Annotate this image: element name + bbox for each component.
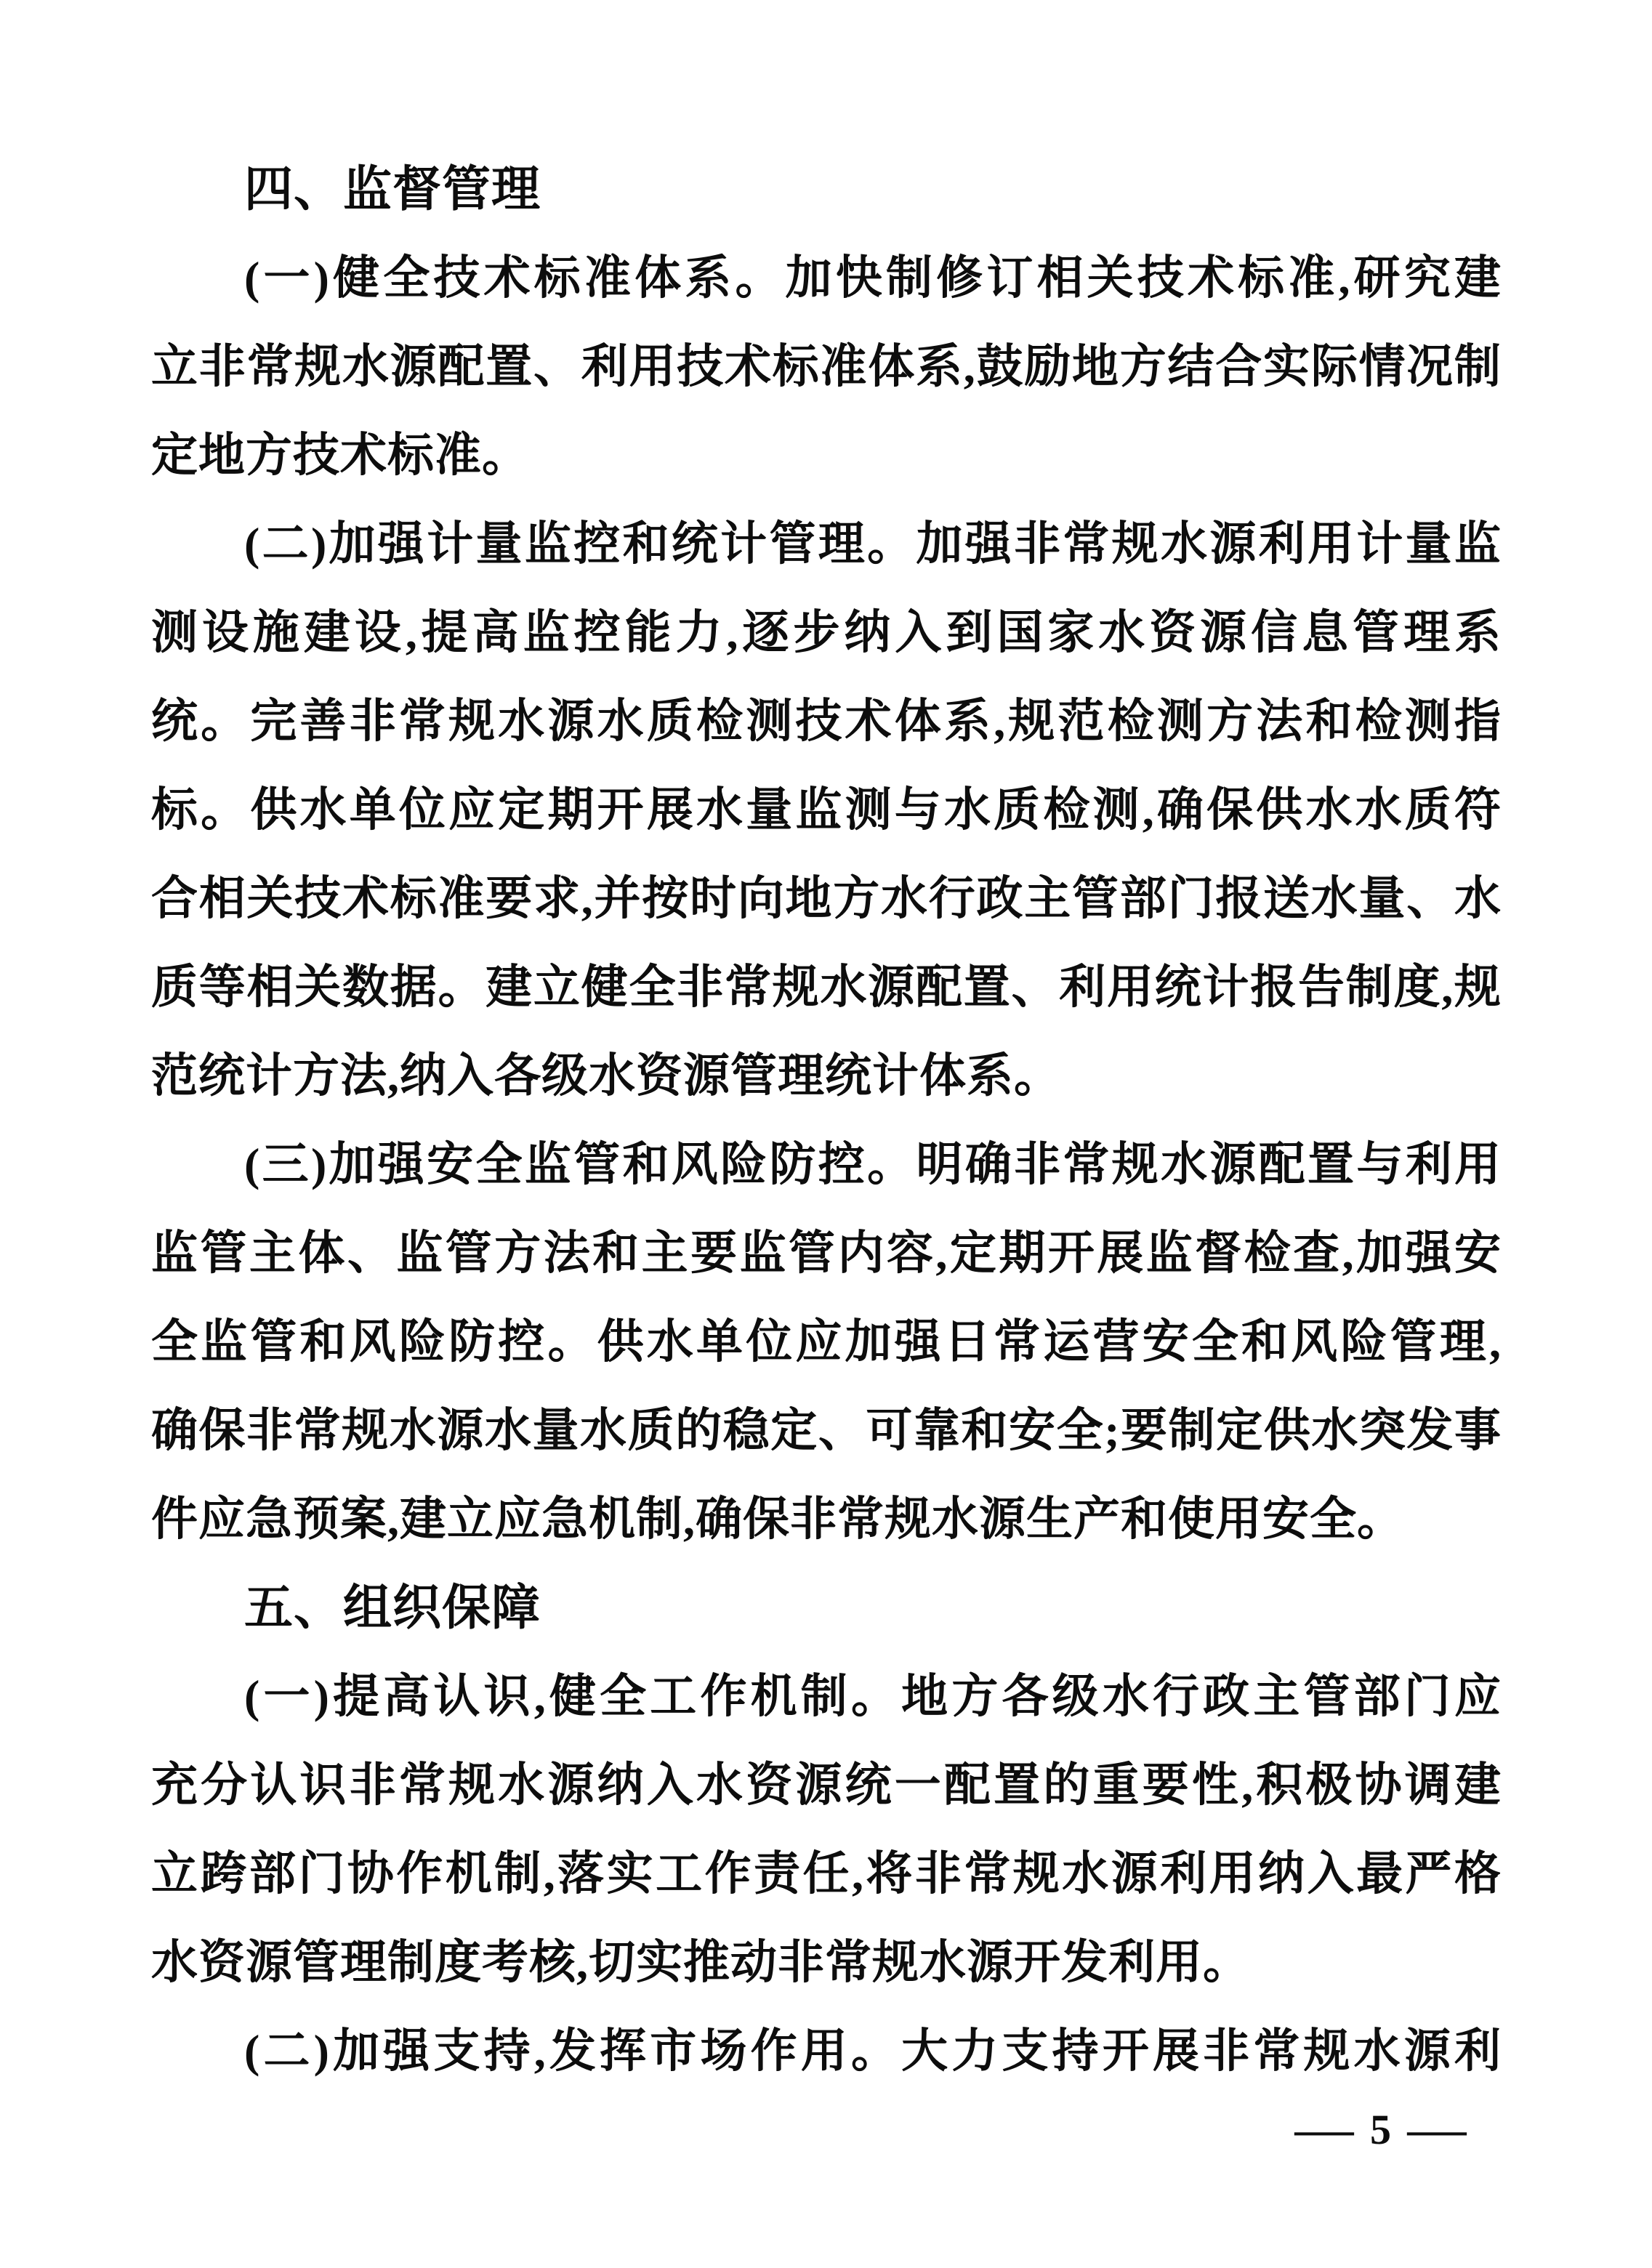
page-footer <box>151 2104 1502 2155</box>
text-line: 立跨部门协作机制,落实工作责任,将非常规水源利用纳入最严格 <box>151 1848 1502 1900</box>
heading-supervision: 四、监督管理 <box>244 163 541 217</box>
text-line: 全监管和风险防控。供水单位应加强日常运营安全和风险管理, <box>151 1316 1502 1368</box>
paragraph-safety <box>151 1121 1502 1564</box>
text-line: (三)加强安全监管和风险防控。明确非常规水源配置与利用 <box>244 1139 1502 1190</box>
text-line: 统。完善非常规水源水质检测技术体系,规范检测方法和检测指 <box>151 695 1502 747</box>
text-line: 立非常规水源配置、利用技术标准体系,鼓励地方结合实际情况制 <box>151 341 1502 392</box>
text-line: 水资源管理制度考核,切实推动非常规水源开发利用。 <box>151 1937 1250 1988</box>
text-line: 定地方技术标准。 <box>151 429 529 481</box>
text-line: 合相关技术标准要求,并按时向地方水行政主管部门报送水量、水 <box>151 873 1502 924</box>
footer-dash-left: — <box>1294 2106 1354 2153</box>
text-line: (二)加强计量监控和统计管理。加强非常规水源利用计量监 <box>244 518 1502 570</box>
text-line: (一)提高认识,健全工作机制。地方各级水行政主管部门应 <box>244 1671 1502 1722</box>
paragraph-support <box>151 2007 1502 2096</box>
text-line: 测设施建设,提高监控能力,逐步纳入到国家水资源信息管理系 <box>151 607 1502 658</box>
text-line: 充分认识非常规水源纳入水资源统一配置的重要性,积极协调建 <box>151 1759 1502 1811</box>
heading-organization: 五、组织保障 <box>244 1581 541 1635</box>
paragraph-standards <box>151 234 1502 500</box>
footer-dash-right: — <box>1407 2106 1467 2153</box>
text-line: 监管主体、监管方法和主要监管内容,定期开展监督检查,加强安 <box>151 1227 1502 1279</box>
text-line: 件应急预案,建立应急机制,确保非常规水源生产和使用安全。 <box>151 1493 1404 1545</box>
text-line: (二)加强支持,发挥市场作用。大力支持开展非常规水源利 <box>244 2025 1502 2077</box>
paragraph-awareness <box>151 1652 1502 2007</box>
text-line: (一)健全技术标准体系。加快制修订相关技术标准,研究建 <box>244 252 1502 304</box>
paragraph-metering <box>151 500 1502 1121</box>
text-line: 标。供水单位应定期开展水量监测与水质检测,确保供水水质符 <box>151 784 1502 836</box>
page-number: 5 <box>1370 2106 1391 2153</box>
text-line: 质等相关数据。建立健全非常规水源配置、利用统计报告制度,规 <box>151 961 1502 1013</box>
text-line: 确保非常规水源水量水质的稳定、可靠和安全;要制定供水突发事 <box>151 1405 1502 1456</box>
text-line: 范统计方法,纳入各级水资源管理统计体系。 <box>151 1050 1061 1102</box>
